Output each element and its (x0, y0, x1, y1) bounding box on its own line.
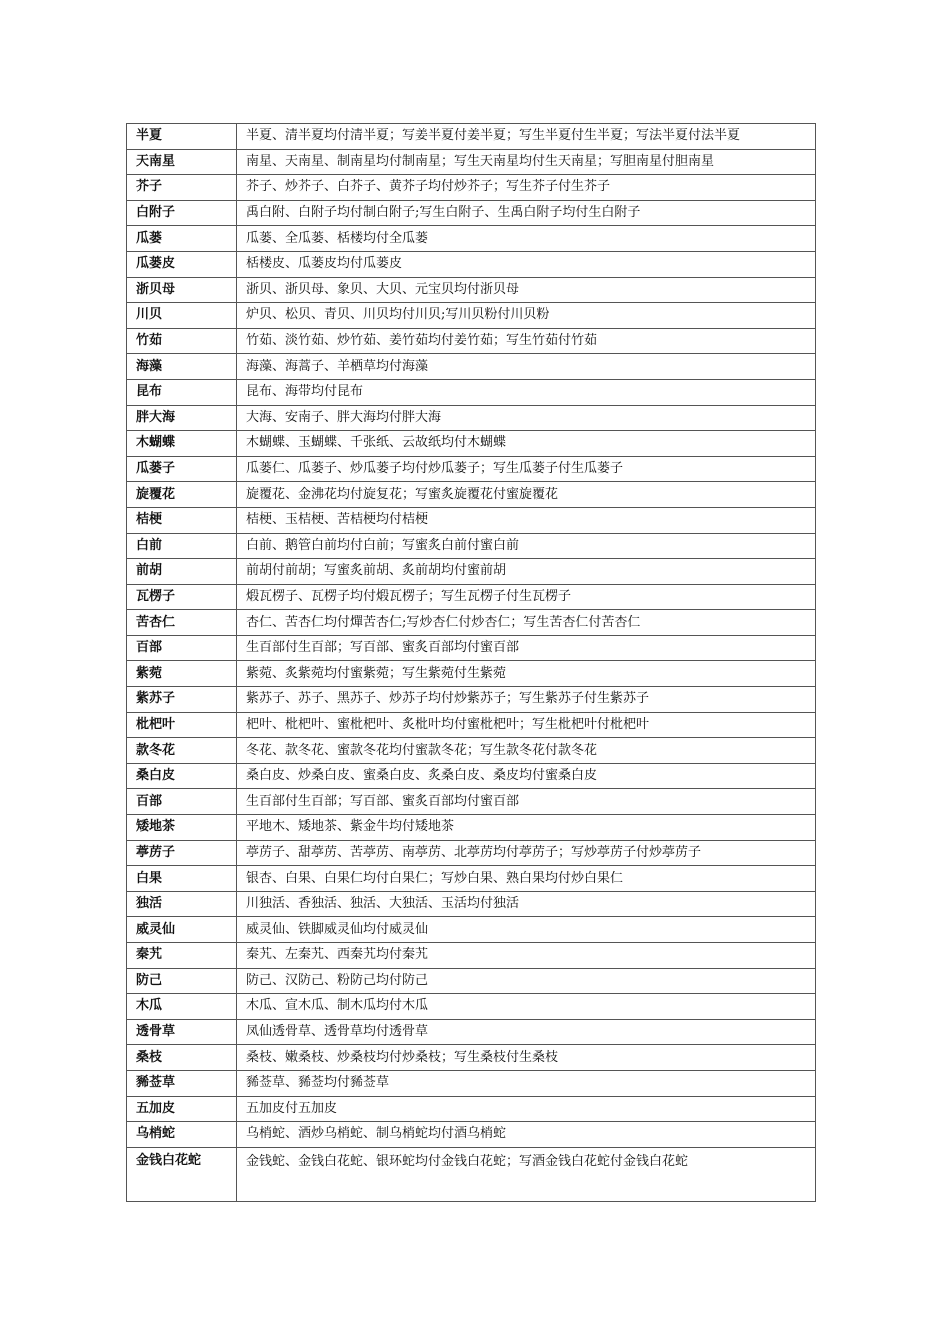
table-row (127, 891, 816, 917)
herb-name-cell: 桑白皮 (127, 763, 237, 789)
herb-name-cell: 浙贝母 (127, 277, 237, 303)
herb-name-cell: 白附子 (127, 200, 237, 226)
substitution-rule-cell: 凤仙透骨草、透骨草均付透骨草 (237, 1019, 816, 1045)
substitution-rule-cell: 竹茹、淡竹茹、炒竹茹、姜竹茹均付姜竹茹；写生竹茹付竹茹 (237, 328, 816, 354)
substitution-rule-cell: 紫菀、炙紫菀均付蜜紫菀；写生紫菀付生紫菀 (237, 661, 816, 687)
substitution-rule-cell: 杏仁、苦杏仁均付燀苦杏仁;写炒杏仁付炒杏仁；写生苦杏仁付苦杏仁 (237, 610, 816, 636)
table-row (127, 149, 816, 175)
substitution-rule-cell: 生百部付生百部；写百部、蜜炙百部均付蜜百部 (237, 635, 816, 661)
substitution-rule-cell: 生百部付生百部；写百部、蜜炙百部均付蜜百部 (237, 789, 816, 815)
table-row (127, 815, 816, 841)
table-row (127, 303, 816, 329)
table-row (127, 277, 816, 303)
table-row (127, 124, 816, 150)
substitution-rule-cell: 芥子、炒芥子、白芥子、黄芥子均付炒芥子；写生芥子付生芥子 (237, 175, 816, 201)
table-row (127, 687, 816, 713)
herb-name-cell: 木蝴蝶 (127, 431, 237, 457)
table-row (127, 1070, 816, 1096)
substitution-rule-cell: 秦艽、左秦艽、西秦艽均付秦艽 (237, 943, 816, 969)
herb-name-cell: 木瓜 (127, 994, 237, 1020)
substitution-rule-cell: 防己、汉防己、粉防己均付防己 (237, 968, 816, 994)
substitution-rule-cell: 木蝴蝶、玉蝴蝶、千张纸、云故纸均付木蝴蝶 (237, 431, 816, 457)
herb-name-cell: 秦艽 (127, 943, 237, 969)
table-row (127, 251, 816, 277)
herb-name-cell: 白果 (127, 866, 237, 892)
substitution-rule-cell: 葶苈子、甜葶苈、苦葶苈、南葶苈、北葶苈均付葶苈子；写炒葶苈子付炒葶苈子 (237, 840, 816, 866)
table-row (127, 456, 816, 482)
herb-name-cell: 桔梗 (127, 507, 237, 533)
herb-name-cell: 枇杷叶 (127, 712, 237, 738)
table-row (127, 968, 816, 994)
table-body (127, 124, 816, 1202)
table-row (127, 354, 816, 380)
table-row (127, 763, 816, 789)
substitution-rule-cell: 昆布、海带均付昆布 (237, 379, 816, 405)
herb-substitution-table (126, 123, 816, 1202)
substitution-rule-cell: 银杏、白果、白果仁均付白果仁；写炒白果、熟白果均付炒白果仁 (237, 866, 816, 892)
herb-name-cell: 苦杏仁 (127, 610, 237, 636)
table-row (127, 917, 816, 943)
table-row (127, 559, 816, 585)
substitution-rule-cell: 炉贝、松贝、青贝、川贝均付川贝;写川贝粉付川贝粉 (237, 303, 816, 329)
table-row (127, 866, 816, 892)
substitution-rule-cell: 煅瓦楞子、瓦楞子均付煅瓦楞子；写生瓦楞子付生瓦楞子 (237, 584, 816, 610)
table-row (127, 584, 816, 610)
substitution-rule-cell: 紫苏子、苏子、黑苏子、炒苏子均付炒紫苏子；写生紫苏子付生紫苏子 (237, 687, 816, 713)
table-row (127, 943, 816, 969)
substitution-rule-cell: 禹白附、白附子均付制白附子;写生白附子、生禹白附子均付生白附子 (237, 200, 816, 226)
herb-name-cell: 百部 (127, 789, 237, 815)
herb-name-cell: 半夏 (127, 124, 237, 150)
herb-name-cell: 乌梢蛇 (127, 1122, 237, 1148)
herb-name-cell: 昆布 (127, 379, 237, 405)
substitution-rule-cell: 栝楼皮、瓜蒌皮均付瓜蒌皮 (237, 251, 816, 277)
substitution-rule-cell: 瓜蒌仁、瓜蒌子、炒瓜蒌子均付炒瓜蒌子；写生瓜蒌子付生瓜蒌子 (237, 456, 816, 482)
herb-name-cell: 瓜蒌皮 (127, 251, 237, 277)
table-row (127, 1096, 816, 1122)
table-row (127, 405, 816, 431)
herb-name-cell: 豨莶草 (127, 1070, 237, 1096)
herb-name-cell: 款冬花 (127, 738, 237, 764)
substitution-rule-cell: 瓜蒌、全瓜蒌、栝楼均付全瓜蒌 (237, 226, 816, 252)
substitution-rule-cell: 木瓜、宣木瓜、制木瓜均付木瓜 (237, 994, 816, 1020)
substitution-rule-cell: 乌梢蛇、酒炒乌梢蛇、制乌梢蛇均付酒乌梢蛇 (237, 1122, 816, 1148)
herb-name-cell: 五加皮 (127, 1096, 237, 1122)
table-row (127, 379, 816, 405)
herb-name-cell: 金钱白花蛇 (127, 1147, 237, 1201)
table-row (127, 712, 816, 738)
table-row (127, 1122, 816, 1148)
table-row (127, 789, 816, 815)
table-row (127, 200, 816, 226)
table-row (127, 507, 816, 533)
herb-name-cell: 胖大海 (127, 405, 237, 431)
substitution-rule-cell: 海藻、海蒿子、羊栖草均付海藻 (237, 354, 816, 380)
table-row (127, 175, 816, 201)
substitution-rule-cell: 豨莶草、豨莶均付豨莶草 (237, 1070, 816, 1096)
herb-name-cell: 川贝 (127, 303, 237, 329)
table-row (127, 482, 816, 508)
substitution-rule-cell: 半夏、清半夏均付清半夏；写姜半夏付姜半夏；写生半夏付生半夏；写法半夏付法半夏 (237, 124, 816, 150)
table-row (127, 1019, 816, 1045)
table-row (127, 533, 816, 559)
herb-name-cell: 瓜蒌 (127, 226, 237, 252)
herb-name-cell: 海藻 (127, 354, 237, 380)
substitution-rule-cell: 大海、安南子、胖大海均付胖大海 (237, 405, 816, 431)
herb-name-cell: 瓜蒌子 (127, 456, 237, 482)
substitution-rule-cell: 浙贝、浙贝母、象贝、大贝、元宝贝均付浙贝母 (237, 277, 816, 303)
herb-name-cell: 紫菀 (127, 661, 237, 687)
substitution-rule-cell: 白前、鹅管白前均付白前；写蜜炙白前付蜜白前 (237, 533, 816, 559)
substitution-rule-cell: 平地木、矮地茶、紫金牛均付矮地茶 (237, 815, 816, 841)
table-row (127, 661, 816, 687)
table-row (127, 1045, 816, 1071)
herb-name-cell: 百部 (127, 635, 237, 661)
table-row (127, 431, 816, 457)
herb-name-cell: 桑枝 (127, 1045, 237, 1071)
herb-name-cell: 芥子 (127, 175, 237, 201)
substitution-rule-cell: 冬花、款冬花、蜜款冬花均付蜜款冬花；写生款冬花付款冬花 (237, 738, 816, 764)
table-row (127, 840, 816, 866)
table-row (127, 328, 816, 354)
substitution-rule-cell: 旋覆花、金沸花均付旋复花；写蜜炙旋覆花付蜜旋覆花 (237, 482, 816, 508)
substitution-rule-cell: 南星、天南星、制南星均付制南星；写生天南星均付生天南星；写胆南星付胆南星 (237, 149, 816, 175)
herb-name-cell: 前胡 (127, 559, 237, 585)
herb-name-cell: 矮地茶 (127, 815, 237, 841)
substitution-rule-cell: 桑白皮、炒桑白皮、蜜桑白皮、炙桑白皮、桑皮均付蜜桑白皮 (237, 763, 816, 789)
herb-name-cell: 威灵仙 (127, 917, 237, 943)
herb-name-cell: 防己 (127, 968, 237, 994)
herb-name-cell: 独活 (127, 891, 237, 917)
substitution-rule-cell: 威灵仙、铁脚威灵仙均付威灵仙 (237, 917, 816, 943)
substitution-rule-cell: 川独活、香独活、独活、大独活、玉活均付独活 (237, 891, 816, 917)
table-row (127, 635, 816, 661)
substitution-rule-cell: 杷叶、枇杷叶、蜜枇杷叶、炙枇叶均付蜜枇杷叶；写生枇杷叶付枇杷叶 (237, 712, 816, 738)
table-row (127, 1147, 816, 1201)
substitution-rule-cell: 桑枝、嫩桑枝、炒桑枝均付炒桑枝；写生桑枝付生桑枝 (237, 1045, 816, 1071)
table-row (127, 610, 816, 636)
herb-name-cell: 紫苏子 (127, 687, 237, 713)
table-row (127, 226, 816, 252)
table-row (127, 994, 816, 1020)
substitution-rule-cell: 桔梗、玉桔梗、苦桔梗均付桔梗 (237, 507, 816, 533)
substitution-rule-cell: 金钱蛇、金钱白花蛇、银环蛇均付金钱白花蛇；写酒金钱白花蛇付金钱白花蛇 (237, 1147, 816, 1201)
herb-name-cell: 竹茹 (127, 328, 237, 354)
substitution-rule-cell: 五加皮付五加皮 (237, 1096, 816, 1122)
herb-name-cell: 天南星 (127, 149, 237, 175)
herb-name-cell: 瓦楞子 (127, 584, 237, 610)
substitution-rule-cell: 前胡付前胡；写蜜炙前胡、炙前胡均付蜜前胡 (237, 559, 816, 585)
herb-name-cell: 葶苈子 (127, 840, 237, 866)
herb-name-cell: 旋覆花 (127, 482, 237, 508)
herb-name-cell: 透骨草 (127, 1019, 237, 1045)
table-row (127, 738, 816, 764)
herb-name-cell: 白前 (127, 533, 237, 559)
